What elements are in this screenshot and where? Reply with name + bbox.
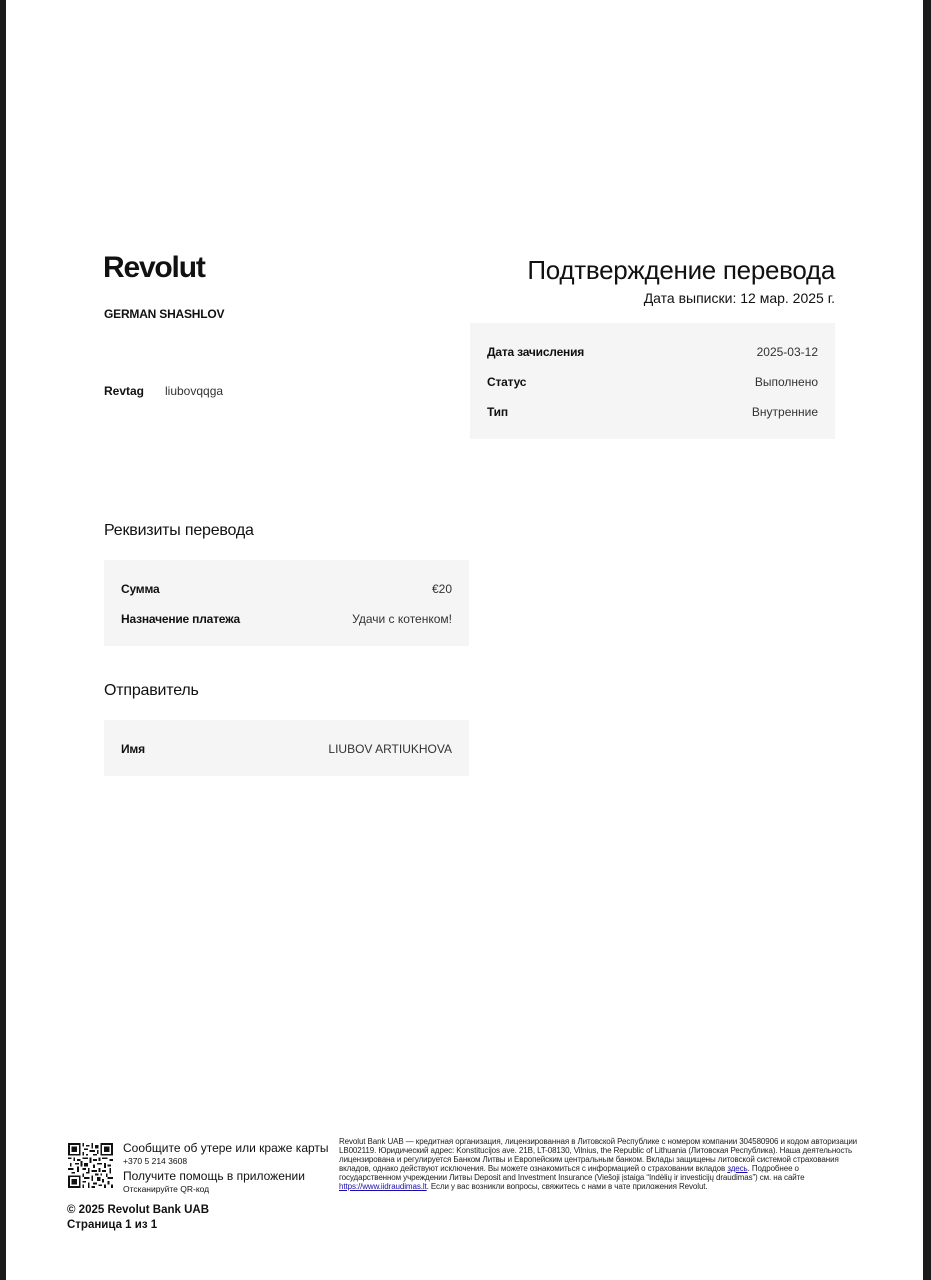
statement-date-label: Дата выписки: (643, 290, 737, 306)
legal-link-iidraudimas[interactable]: https://www.iidraudimas.lt (339, 1182, 427, 1191)
summary-label: Дата зачисления (487, 345, 585, 359)
legal-text-part: Revolut Bank UAB — кредитная организация, лицензированная в Литовской Республике с номером компании 304580906 и кодом авторизации LB002119. Юридический адрес: Konstitucijos ave. 21B, LT-08130, Vilnius, the Republic of Lithuania (Литовская Республика). Наша деятельность лицензирована и регулируется Банком Литвы и Европейским центральным банком. Вклады защищены литовской системой страхования вкладов, однако действуют исключения. Вы можете ознакомиться с информацией о страховании вкладов (339, 1137, 858, 1173)
transfer-summary-box (470, 323, 835, 439)
footer-lost-card: Сообщите об утере или краже карты (123, 1141, 329, 1155)
footer-legal-text (339, 1137, 859, 1191)
qr-code-icon (68, 1143, 113, 1188)
sender-label: Имя (121, 742, 145, 756)
page-title: Подтверждение перевода (527, 255, 835, 285)
document-page (6, 0, 923, 1280)
summary-value: 2025-03-12 (756, 345, 818, 359)
details-value: Удачи с котенком! (352, 612, 452, 626)
details-value: €20 (431, 582, 452, 596)
footer-phone[interactable]: +370 5 214 3608 (123, 1156, 188, 1166)
summary-value: Внутренние (751, 405, 818, 419)
revolut-logo: Revolut (103, 251, 205, 284)
transfer-details-title: Реквизиты перевода (104, 522, 254, 539)
summary-row-credit-date (487, 345, 818, 363)
details-label: Назначение платежа (121, 612, 241, 626)
transfer-details-box (104, 560, 469, 646)
page-number: Страница 1 из 1 (67, 1219, 158, 1231)
summary-row-type (487, 405, 818, 423)
summary-value: Выполнено (754, 375, 818, 389)
statement-date-value: 12 мар. 2025 г. (740, 290, 835, 306)
footer-scan-qr: Отсканируйте QR-код (123, 1184, 210, 1194)
sender-box (104, 720, 469, 776)
details-row-purpose (121, 612, 452, 630)
footer-copyright: © 2025 Revolut Bank UAB (67, 1204, 210, 1216)
summary-label: Статус (487, 375, 527, 389)
footer-help: Получите помощь в приложении (123, 1169, 305, 1183)
legal-text-part: . Если у вас возникли вопросы, свяжитесь с нами в чате приложения Revolut. (426, 1182, 708, 1191)
statement-date (644, 290, 835, 306)
sender-value: LIUBOV ARTIUKHOVA (328, 742, 452, 756)
details-label: Сумма (121, 582, 160, 596)
summary-row-status (487, 375, 818, 393)
details-row-amount (121, 582, 452, 600)
revtag-value: liubovqqga (165, 384, 224, 398)
sender-row-name (121, 742, 452, 760)
summary-label: Тип (487, 405, 508, 419)
sender-title: Отправитель (104, 682, 199, 699)
account-holder-name: GERMAN SHASHLOV (104, 307, 225, 321)
legal-text-part: . Подробнее о государственном учреждении Литвы Deposit and Investment Insurance (Viešoji įstaiga “Indėlių ir investicijų draudimas”) см. на сайте (339, 1164, 805, 1182)
legal-link-here[interactable]: здесь (727, 1164, 748, 1173)
revtag-label: Revtag (104, 384, 145, 398)
